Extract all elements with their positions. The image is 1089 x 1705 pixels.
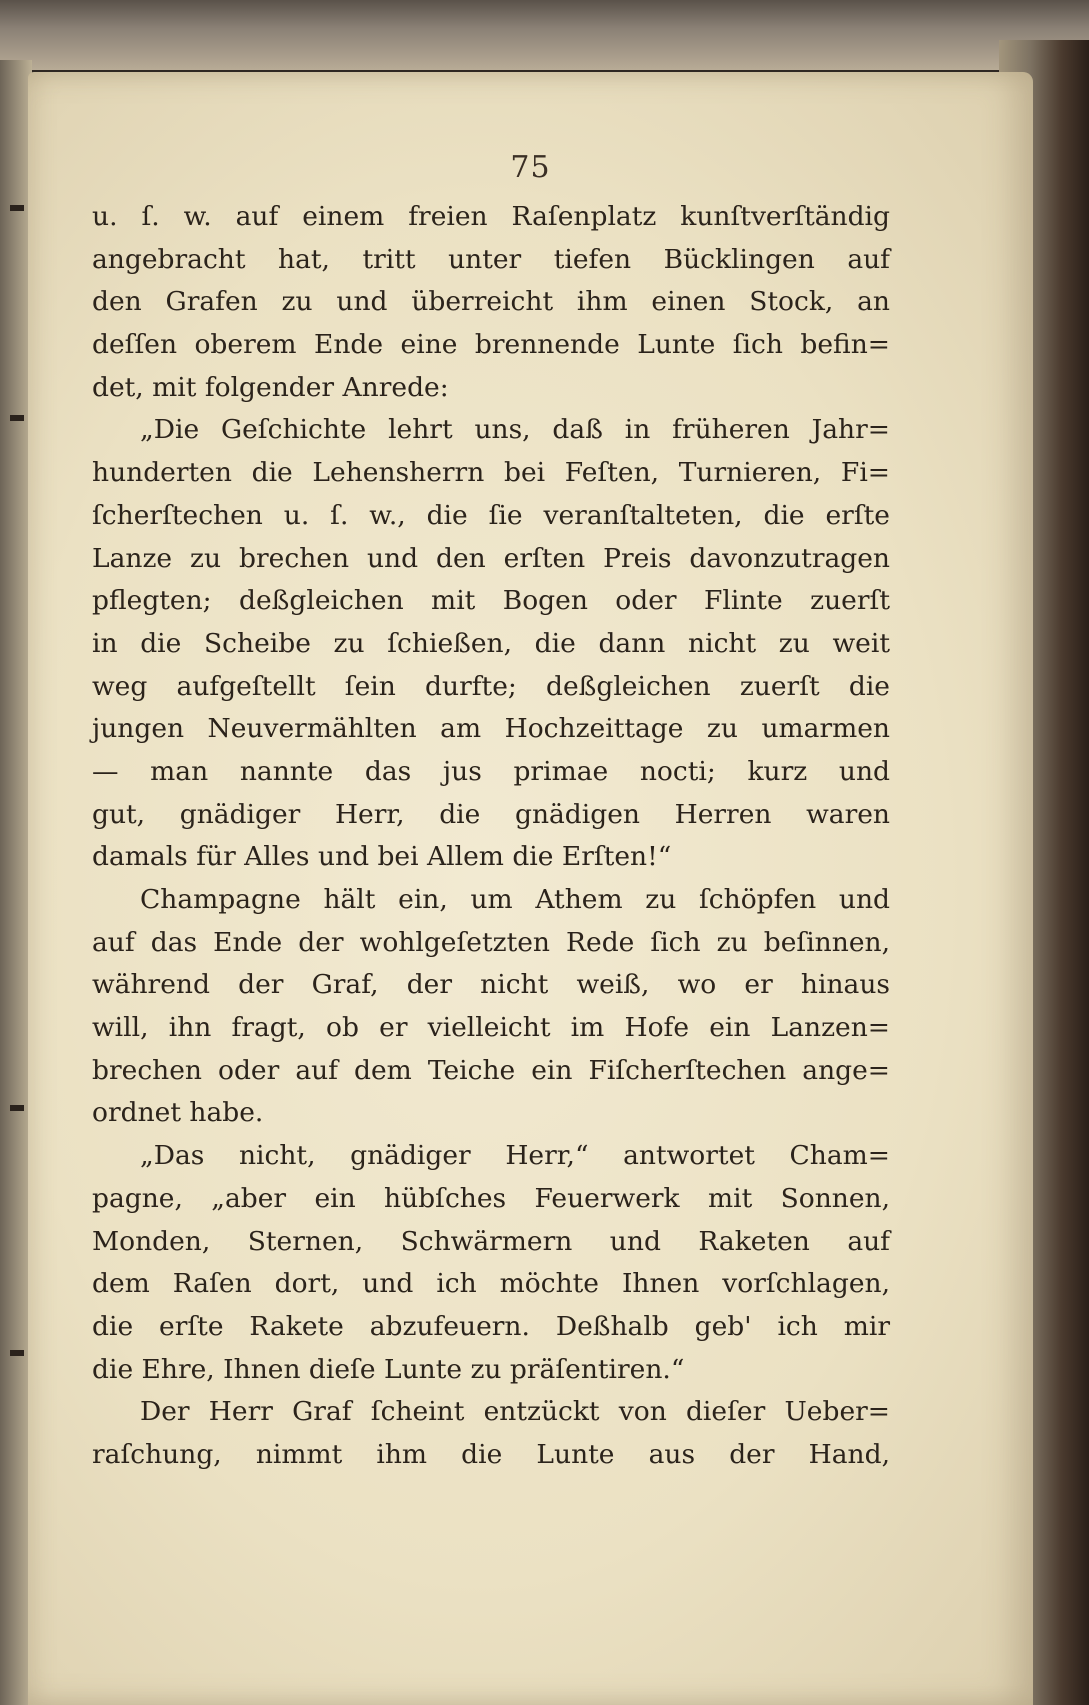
- text-line: pagne, „aber ein hübſches Feuerwerk mit Sonnen,: [92, 1182, 890, 1214]
- margin-mark: [10, 415, 24, 421]
- margin-mark: [10, 1350, 24, 1356]
- page-number: 75: [510, 150, 551, 185]
- text-line: dem Raſen dort, und ich möchte Ihnen vorſchlagen,: [92, 1268, 890, 1300]
- text-line: ſcherſtechen u. ſ. w., die ſie veranſtalteten, die erſte: [92, 499, 890, 531]
- text-line: Monden, Sternen, Schwärmern und Raketen auf: [92, 1225, 890, 1257]
- text-line: die Ehre, Ihnen dieſe Lunte zu präſentiren.“: [92, 1353, 685, 1385]
- text-line: die erſte Rakete abzufeuern. Deßhalb geb' ich mir: [92, 1310, 890, 1342]
- book-top-edge: [0, 0, 1089, 70]
- body-text: [92, 196, 890, 1477]
- text-line: hunderten die Lehensherrn bei Feſten, Turnieren, Fi=: [92, 457, 890, 489]
- text-line: gut, gnädiger Herr, die gnädigen Herren waren: [92, 798, 890, 830]
- text-line: in die Scheibe zu ſchießen, die dann nicht zu weit: [92, 627, 890, 659]
- text-line: deſſen oberem Ende eine brennende Lunte ſich befin=: [92, 329, 890, 361]
- text-line: brechen oder auf dem Teiche ein Fiſcherſtechen ange=: [92, 1054, 890, 1086]
- text-line: „Das nicht, gnädiger Herr,“ antwortet Cham=: [140, 1140, 890, 1172]
- text-line: damals für Alles und bei Allem die Erſten!“: [92, 841, 672, 873]
- text-line: Champagne hält ein, um Athem zu ſchöpfen und: [140, 884, 890, 915]
- text-line: den Grafen zu und überreicht ihm einen Stock, an: [92, 286, 890, 318]
- text-line: pflegten; deßgleichen mit Bogen oder Flinte zuerſt: [92, 585, 890, 617]
- text-line: während der Graf, der nicht weiß, wo er hinaus: [92, 969, 890, 1001]
- text-line: raſchung, nimmt ihm die Lunte aus der Hand,: [92, 1438, 890, 1470]
- text-line: Lanze zu brechen und den erſten Preis davonzutragen: [92, 542, 890, 574]
- text-line: u. ſ. w. auf einem freien Raſenplatz kunſtverſtändig: [92, 201, 890, 232]
- text-line: Der Herr Graf ſcheint entzückt von dieſer Ueber=: [140, 1396, 890, 1428]
- text-line: — man nannte das jus primae nocti; kurz und: [92, 755, 890, 787]
- text-line: „Die Geſchichte lehrt uns, daß in früheren Jahr=: [140, 414, 890, 446]
- text-line: weg aufgeſtellt ſein durfte; deßgleichen zuerſt die: [92, 670, 890, 702]
- text-line: will, ihn fragt, ob er vielleicht im Hofe ein Lanzen=: [92, 1012, 890, 1044]
- margin-mark: [10, 1105, 24, 1111]
- margin-mark: [10, 205, 24, 211]
- text-line: angebracht hat, tritt unter tiefen Bücklingen auf: [92, 243, 890, 275]
- text-line: ordnet habe.: [92, 1097, 264, 1129]
- text-line: jungen Neuvermählten am Hochzeittage zu umarmen: [92, 713, 890, 745]
- text-line: auf das Ende der wohlgeſetzten Rede ſich zu beſinnen,: [92, 926, 890, 958]
- book-page: [28, 72, 1033, 1705]
- text-line: det, mit folgender Anrede:: [92, 371, 449, 403]
